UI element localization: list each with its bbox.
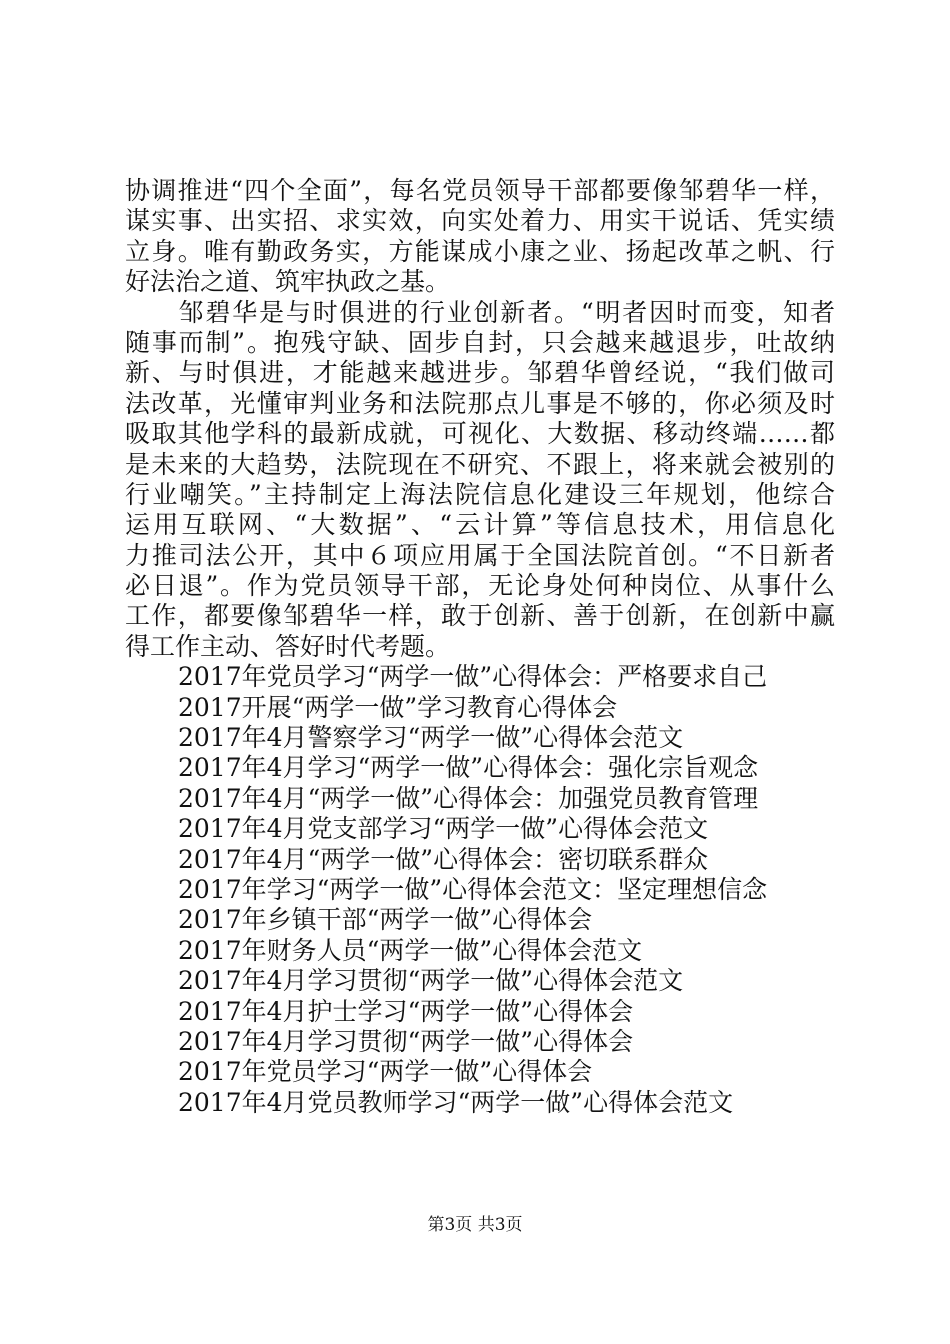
paragraph-line: 得工作主动、答好时代考题。: [125, 631, 451, 661]
page-number-footer: 第3页 共3页: [427, 1215, 523, 1235]
paragraph-line: 好法治之道、筑牢执政之基。: [125, 267, 451, 297]
paragraph-line: 法改革，光懂审判业务和法院那点儿事是不够的，你必须及时: [125, 388, 835, 418]
related-article-link[interactable]: 2017年4月党员教师学习“两学一做”心得体会范文: [178, 1087, 734, 1117]
related-article-link[interactable]: 2017年4月党支部学习“两学一做”心得体会范文: [178, 814, 709, 844]
related-article-link[interactable]: 2017年党员学习“两学一做”心得体会: [178, 1057, 593, 1087]
related-article-link[interactable]: 2017年学习“两学一做”心得体会范文：坚定理想信念: [178, 874, 768, 904]
paragraph-line: 是未来的大趋势，法院现在不研究、不跟上，将来就会被别的: [125, 449, 835, 479]
related-article-link[interactable]: 2017年党员学习“两学一做”心得体会：严格要求自己: [178, 662, 768, 692]
paragraph-1: [125, 176, 835, 298]
related-article-link[interactable]: 2017年乡镇干部“两学一做”心得体会: [178, 905, 593, 935]
related-article-link[interactable]: 2017年财务人员“两学一做”心得体会范文: [178, 935, 643, 965]
paragraph-line: 协调推进“四个全面”，每名党员领导干部都要像邹碧华一样，: [125, 176, 835, 205]
paragraph-line: 工作，都要像邹碧华一样，敢于创新、善于创新，在创新中赢: [125, 601, 835, 631]
paragraph-line: 邹碧华是与时俱进的行业创新者。“明者因时而变，知者: [125, 297, 835, 327]
related-article-link[interactable]: 2017开展“两学一做”学习教育心得体会: [178, 692, 618, 722]
related-article-link[interactable]: 2017年4月学习贯彻“两学一做”心得体会: [178, 1026, 634, 1056]
paragraph-line: 力推司法公开，其中６项应用属于全国法院首创。“不日新者: [125, 540, 835, 570]
paragraph-line: 谋实事、出实招、求实效，向实处着力、用实干说话、凭实绩: [125, 206, 835, 236]
paragraph-line: 随事而制”。抱残守缺、固步自封，只会越来越退步，吐故纳: [125, 327, 835, 357]
paragraph-2: [125, 298, 835, 663]
document-body: [125, 176, 835, 1118]
paragraph-line: 新、与时俱进，才能越来越进步。邹碧华曾经说，“我们做司: [125, 358, 835, 388]
related-article-link[interactable]: 2017年4月学习贯彻“两学一做”心得体会范文: [178, 966, 684, 996]
related-article-link[interactable]: 2017年4月“两学一做”心得体会：加强党员教育管理: [178, 783, 759, 813]
paragraph-line: 立身。唯有勤政务实，方能谋成小康之业、扬起改革之帆、行: [125, 236, 835, 266]
related-article-link[interactable]: 2017年4月学习“两学一做”心得体会：强化宗旨观念: [178, 753, 759, 783]
related-article-link[interactable]: 2017年4月“两学一做”心得体会：密切联系群众: [178, 844, 709, 874]
related-article-link[interactable]: 2017年4月警察学习“两学一做”心得体会范文: [178, 723, 684, 753]
related-article-link[interactable]: 2017年4月护士学习“两学一做”心得体会: [178, 996, 634, 1026]
paragraph-line: 吸取其他学科的最新成就，可视化、大数据、移动终端……都: [125, 419, 835, 449]
paragraph-line: 运用互联网、“大数据”、“云计算”等信息技术，用信息化: [125, 510, 835, 540]
paragraph-line: 行业嘲笑。”主持制定上海法院信息化建设三年规划，他综合: [125, 479, 835, 509]
related-articles-list: [125, 662, 835, 1118]
paragraph-line: 必日退”。作为党员领导干部，无论身处何种岗位、从事什么: [125, 571, 835, 601]
